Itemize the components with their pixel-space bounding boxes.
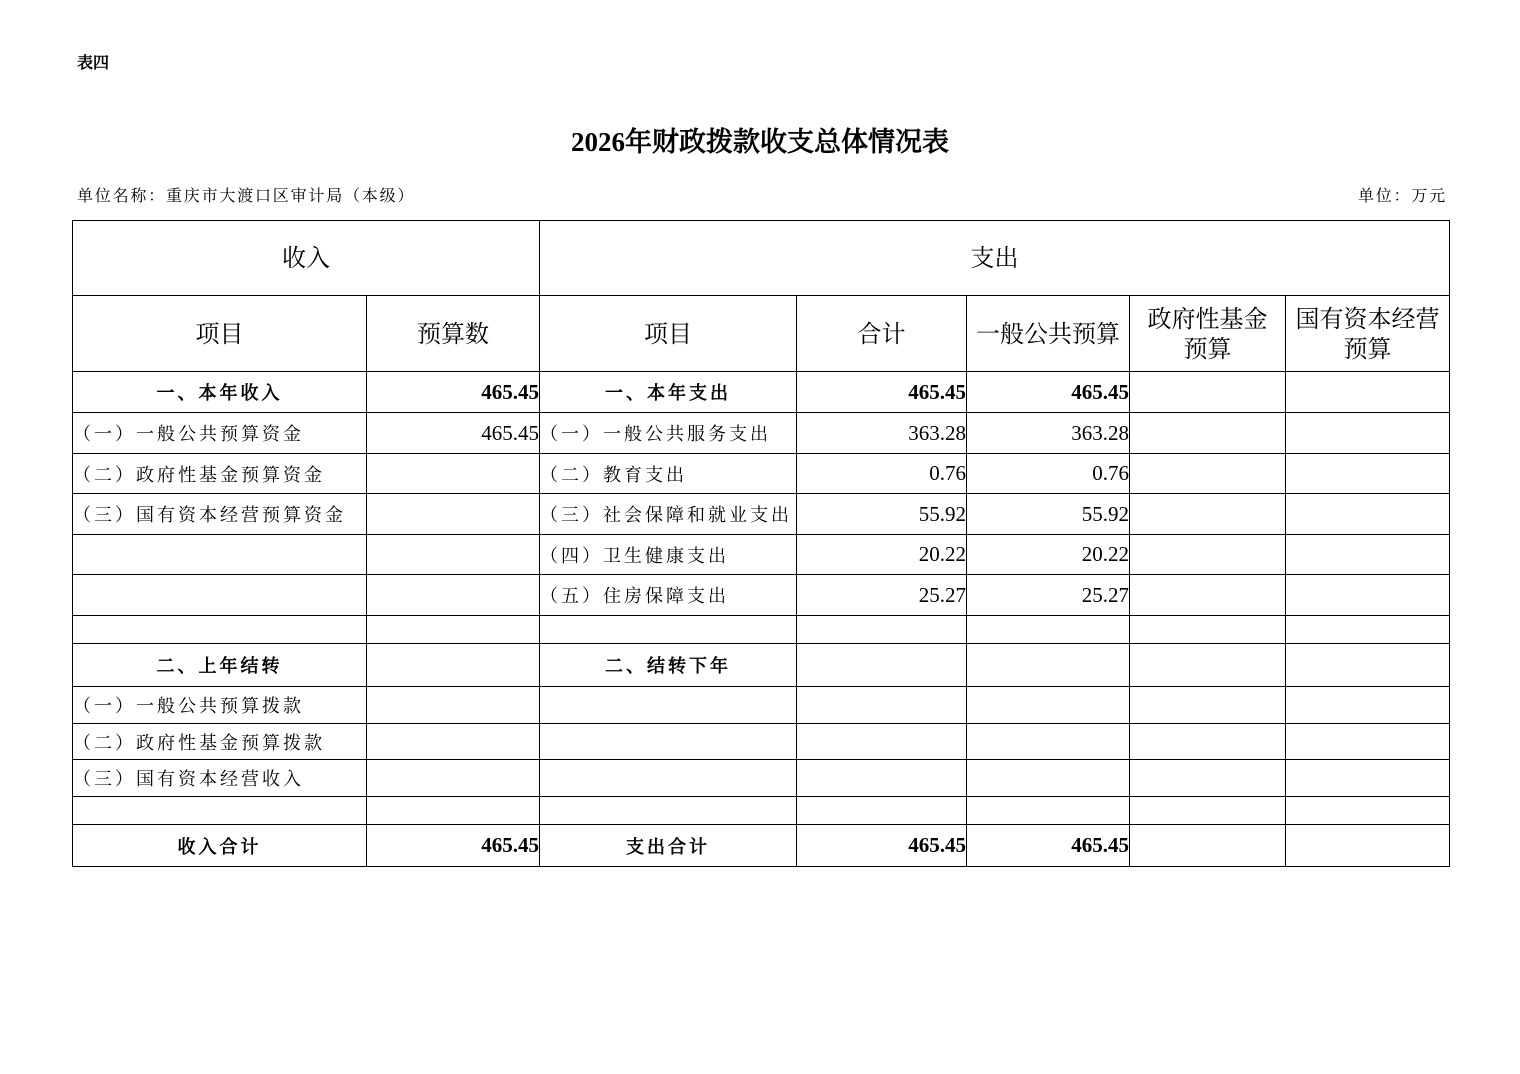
expense-total-cell: 20.22	[797, 535, 967, 575]
column-header-expense-item: 项目	[540, 296, 797, 372]
section-row-carryover	[73, 644, 1450, 687]
state-capital-budget-cell	[1286, 372, 1450, 413]
expense-item-cell: （三）社会保障和就业支出	[540, 494, 797, 535]
table-label: 表四	[77, 55, 110, 72]
general-public-budget-cell	[967, 616, 1130, 644]
general-public-budget-cell: 0.76	[967, 454, 1130, 494]
unit-name: 单位名称：重庆市大渡口区审计局（本级）	[77, 188, 416, 205]
column-header-state-capital-budget	[1286, 296, 1450, 372]
income-budget-cell	[367, 535, 540, 575]
general-public-budget-cell: 55.92	[967, 494, 1130, 535]
income-item-cell: 一、本年收入	[73, 372, 367, 413]
expense-item-cell	[540, 616, 797, 644]
government-fund-budget-cell	[1130, 644, 1286, 687]
expense-total-cell: 0.76	[797, 454, 967, 494]
income-item-cell: 二、上年结转	[73, 644, 367, 687]
expense-item-cell	[540, 724, 797, 760]
column-header-income-budget: 预算数	[367, 296, 540, 372]
general-public-budget-cell: 20.22	[967, 535, 1130, 575]
income-total-label-cell: 收入合计	[73, 825, 367, 867]
general-public-budget-cell: 363.28	[967, 413, 1130, 454]
income-budget-cell	[367, 724, 540, 760]
column-header-expense-total: 合计	[797, 296, 967, 372]
income-item-cell	[73, 535, 367, 575]
income-item-cell: （三）国有资本经营预算资金	[73, 494, 367, 535]
state-capital-budget-cell	[1286, 797, 1450, 825]
income-item-cell: （二）政府性基金预算拨款	[73, 724, 367, 760]
expense-item-cell: （五）住房保障支出	[540, 575, 797, 616]
state-capital-budget-cell	[1286, 535, 1450, 575]
expense-item-cell: （一）一般公共服务支出	[540, 413, 797, 454]
income-budget-cell	[367, 797, 540, 825]
blank-row	[73, 616, 1450, 644]
general-public-budget-cell	[967, 797, 1130, 825]
government-fund-budget-cell	[1130, 825, 1286, 867]
income-budget-cell	[367, 687, 540, 724]
income-item-cell	[73, 797, 367, 825]
state-capital-budget-cell	[1286, 575, 1450, 616]
expense-item-cell: （四）卫生健康支出	[540, 535, 797, 575]
expense-total-cell	[797, 724, 967, 760]
government-fund-budget-cell	[1130, 535, 1286, 575]
income-budget-cell	[367, 616, 540, 644]
general-public-budget-cell	[967, 687, 1130, 724]
expense-total-cell	[797, 616, 967, 644]
general-public-budget-cell: 465.45	[967, 372, 1130, 413]
income-budget-cell	[367, 760, 540, 797]
income-budget-cell: 465.45	[367, 413, 540, 454]
budget-table	[72, 220, 1450, 867]
income-item-cell	[73, 575, 367, 616]
expense-total-label-cell: 支出合计	[540, 825, 797, 867]
income-item-cell: （一）一般公共预算资金	[73, 413, 367, 454]
state-capital-budget-cell	[1286, 413, 1450, 454]
column-header-government-fund-budget	[1130, 296, 1286, 372]
income-item-cell: （二）政府性基金预算资金	[73, 454, 367, 494]
column-header-government-fund-budget-label: 政府性基金预算	[1147, 304, 1268, 363]
expense-item-cell	[540, 760, 797, 797]
government-fund-budget-cell	[1130, 372, 1286, 413]
general-public-budget-cell	[967, 724, 1130, 760]
expense-group-header: 支出	[540, 221, 1450, 296]
income-item-cell: （三）国有资本经营收入	[73, 760, 367, 797]
government-fund-budget-cell	[1130, 413, 1286, 454]
income-budget-cell	[367, 575, 540, 616]
general-public-budget-cell	[967, 644, 1130, 687]
unit-label: 单位：万元	[1357, 188, 1447, 205]
government-fund-budget-cell	[1130, 616, 1286, 644]
state-capital-budget-cell	[1286, 724, 1450, 760]
state-capital-budget-cell	[1286, 616, 1450, 644]
government-fund-budget-cell	[1130, 797, 1286, 825]
expense-item-cell	[540, 687, 797, 724]
table-row	[73, 494, 1450, 535]
state-capital-budget-cell	[1286, 494, 1450, 535]
state-capital-budget-cell	[1286, 760, 1450, 797]
table-row	[73, 454, 1450, 494]
column-header-state-capital-budget-label: 国有资本经营预算	[1295, 304, 1440, 363]
income-budget-cell	[367, 454, 540, 494]
expense-item-cell: （二）教育支出	[540, 454, 797, 494]
blank-row	[73, 797, 1450, 825]
income-budget-cell	[367, 494, 540, 535]
expense-total-cell	[797, 687, 967, 724]
government-fund-budget-cell	[1130, 575, 1286, 616]
income-budget-cell: 465.45	[367, 372, 540, 413]
state-capital-budget-cell	[1286, 644, 1450, 687]
expense-total-cell: 465.45	[797, 372, 967, 413]
table-row	[73, 687, 1450, 724]
government-fund-budget-cell	[1130, 724, 1286, 760]
table-row	[73, 413, 1450, 454]
table-row	[73, 535, 1450, 575]
expense-total-cell: 55.92	[797, 494, 967, 535]
expense-total-cell	[797, 797, 967, 825]
section-row-current-year	[73, 372, 1450, 413]
group-header-row	[73, 221, 1450, 296]
column-header-general-public-budget: 一般公共预算	[967, 296, 1130, 372]
income-item-cell	[73, 616, 367, 644]
general-public-budget-cell: 465.45	[967, 825, 1130, 867]
government-fund-budget-cell	[1130, 454, 1286, 494]
table-row	[73, 724, 1450, 760]
expense-item-cell: 一、本年支出	[540, 372, 797, 413]
income-budget-cell	[367, 644, 540, 687]
expense-total-cell: 25.27	[797, 575, 967, 616]
expense-total-cell	[797, 760, 967, 797]
expense-total-cell: 363.28	[797, 413, 967, 454]
expense-total-cell	[797, 644, 967, 687]
expense-total-cell: 465.45	[797, 825, 967, 867]
government-fund-budget-cell	[1130, 687, 1286, 724]
total-row	[73, 825, 1450, 867]
table-row	[73, 760, 1450, 797]
column-header-income-item: 项目	[73, 296, 367, 372]
expense-item-cell	[540, 797, 797, 825]
government-fund-budget-cell	[1130, 760, 1286, 797]
document-title: 2026年财政拨款收支总体情况表	[571, 127, 949, 157]
column-header-row	[73, 296, 1450, 372]
government-fund-budget-cell	[1130, 494, 1286, 535]
expense-item-cell: 二、结转下年	[540, 644, 797, 687]
income-group-header: 收入	[73, 221, 540, 296]
state-capital-budget-cell	[1286, 687, 1450, 724]
state-capital-budget-cell	[1286, 825, 1450, 867]
general-public-budget-cell: 25.27	[967, 575, 1130, 616]
income-total-value-cell: 465.45	[367, 825, 540, 867]
income-item-cell: （一）一般公共预算拨款	[73, 687, 367, 724]
state-capital-budget-cell	[1286, 454, 1450, 494]
table-row	[73, 575, 1450, 616]
general-public-budget-cell	[967, 760, 1130, 797]
